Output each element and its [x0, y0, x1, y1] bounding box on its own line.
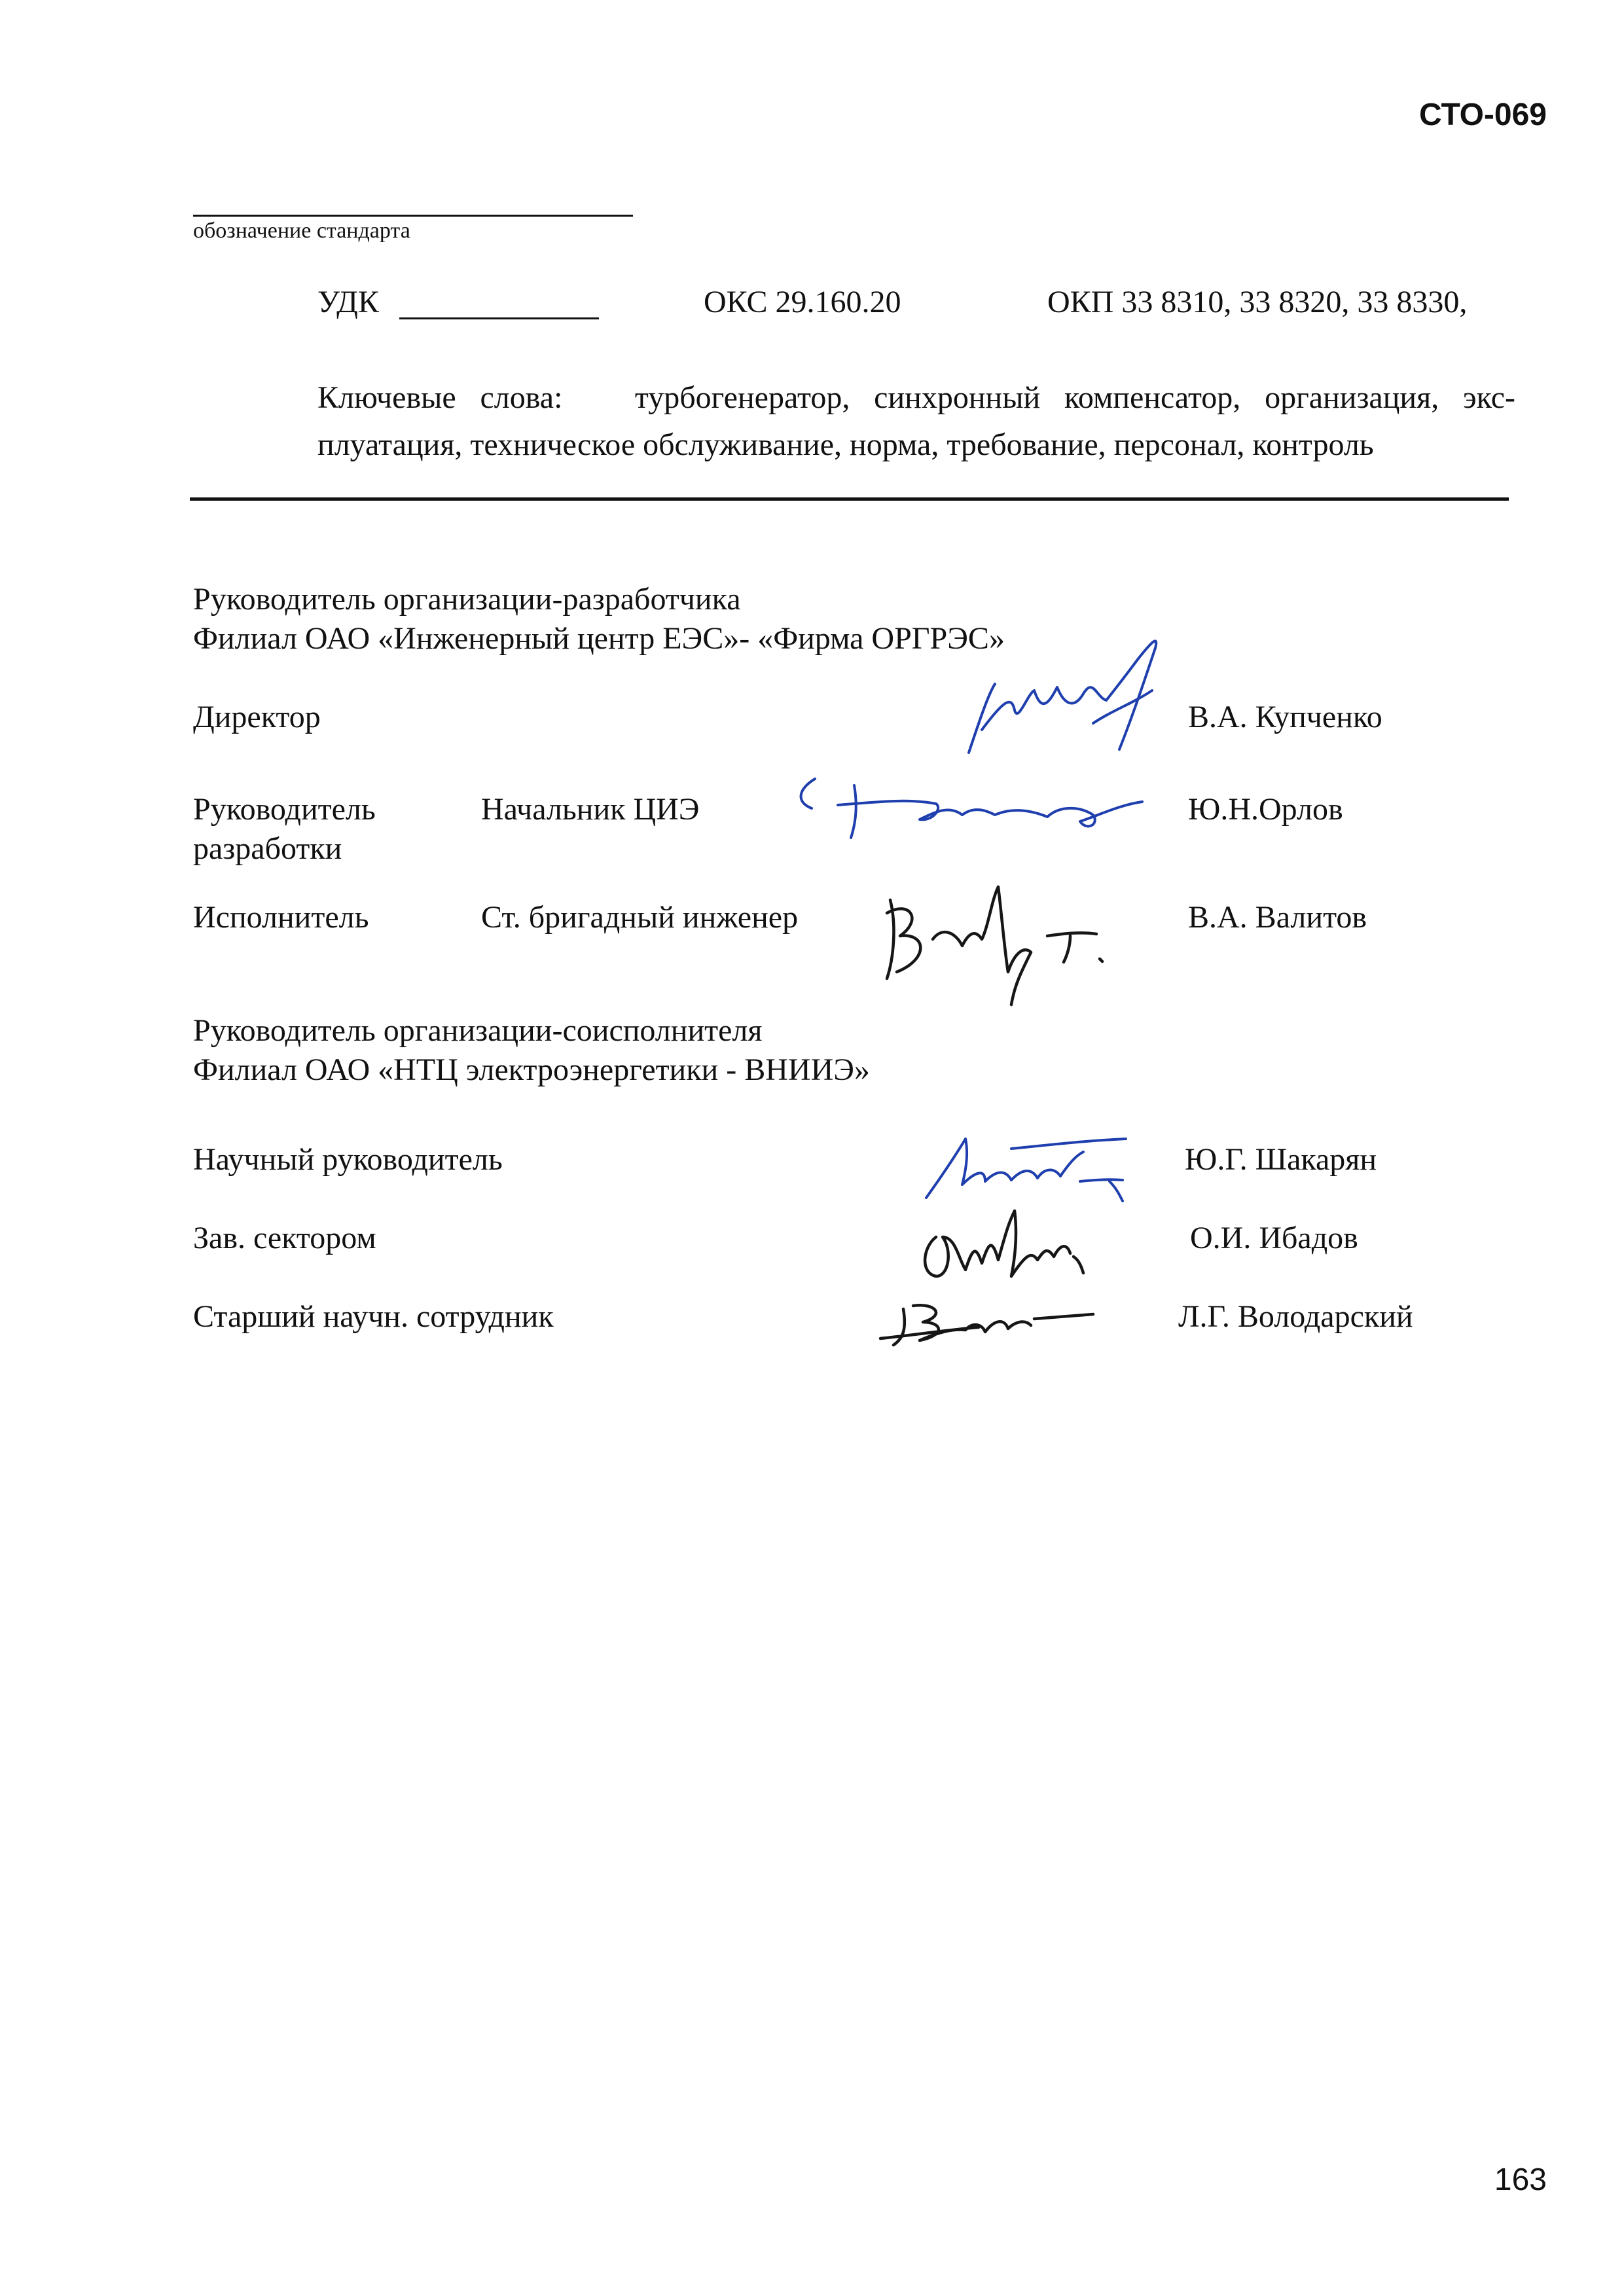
signer-name: В.А. Валитов [1188, 900, 1367, 935]
keywords-block [317, 374, 1515, 469]
head-signature [785, 766, 1152, 851]
signer-position: Начальник ЦИЭ [481, 792, 700, 827]
udk-label: УДК [317, 285, 379, 319]
signer-name: Ю.Г. Шакарян [1185, 1142, 1377, 1177]
researcher-signature [874, 1283, 1103, 1355]
signer-name: О.И. Ибадов [1190, 1221, 1358, 1255]
oks-code: ОКС 29.160.20 [704, 285, 901, 319]
udk-blank-line [399, 317, 599, 319]
signer-role: Руководитель разработки [193, 792, 376, 866]
signer-role: Старший научн. сотрудник [193, 1299, 554, 1334]
developer-heading: Руководитель организации-разработчика [193, 582, 741, 617]
keywords-text: турбогенератор, синхронный компенсатор, организация, экс-плуатация, техническое обслуживание, норма, требование, персонал, контроль [317, 380, 1516, 462]
supervisor-signature [913, 1122, 1136, 1208]
signer-role: Зав. сектором [193, 1221, 376, 1255]
coexecutor-heading: Руководитель организации-соисполнителя [193, 1013, 763, 1048]
okp-codes: ОКП 33 8310, 33 8320, 33 8330, [1047, 285, 1468, 319]
signer-role: Директор [193, 700, 321, 734]
coexecutor-org: Филиал ОАО «НТЦ электроэнергетики - ВНИИЭ» [193, 1052, 870, 1087]
signer-role: Исполнитель [193, 900, 369, 935]
sector-head-signature [910, 1198, 1100, 1289]
signer-name: Ю.Н.Орлов [1188, 792, 1343, 827]
developer-org: Филиал ОАО «Инженерный центр ЕЭС»- «Фирма ОРГРЭС» [193, 621, 1005, 656]
keywords-divider [190, 497, 1509, 501]
page-number: 163 [1494, 2162, 1547, 2197]
signer-name: В.А. Купченко [1188, 700, 1382, 734]
executor-signature [871, 874, 1119, 1018]
designation-label: обозначение стандарта [193, 219, 410, 243]
keywords-label: Ключевые слова: [317, 380, 563, 415]
signer-position: Ст. бригадный инженер [481, 900, 799, 935]
designation-line [193, 215, 633, 217]
signer-role: Научный руководитель [193, 1142, 503, 1177]
director-signature [943, 632, 1178, 769]
document-code: СТО-069 [1419, 98, 1547, 132]
signer-name: Л.Г. Володарский [1178, 1299, 1413, 1334]
